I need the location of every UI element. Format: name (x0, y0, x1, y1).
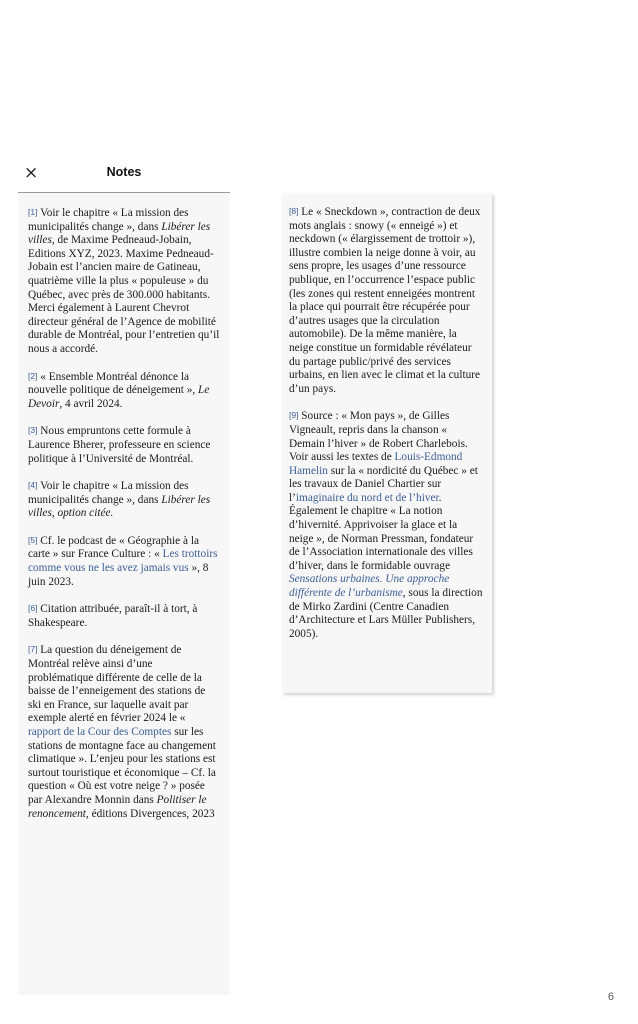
hamelin-link[interactable]: Louis-Edmond Hamelin (289, 451, 463, 477)
note-number[interactable]: [3] (28, 425, 38, 436)
note-9: [9] Source : « Mon pays », de Gilles Vigneault, repris dans la chanson « Demain l’hiver » de Robert Charlebois. Voir aussi les textes de Louis-Edmond Hamelin sur la « nordicité du Québec » et les travaux de Daniel Chartier sur l’imaginaire du nord et de l’hiver. Également le chapitre « La notion d’hivernité. Apprivoiser la glace et la neige », de Norman Pressman, fondateur de l’Association internationale des villes d’hiver, dans le formidable ouvrage Sensations urbaines. Une approche différente de l’urbanisme, sous la direction de Mirko Zardini (Centre Canadien d’Architecture et Lars Müller Publishers, 2005). (289, 410, 483, 640)
note-number[interactable]: [6] (28, 603, 38, 614)
note-2: [2] « Ensemble Montréal dénonce la nouvelle politique de déneigement », Le Devoir, 4 avril 2024. (28, 370, 210, 410)
panel-title: Notes (106, 165, 142, 179)
notes-column-left[interactable] (18, 193, 230, 995)
note-1: [1] Voir le chapitre « La mission des municipalités change », dans Libérer les villes, de Maxime Pedneaud-Jobain, Editions XYZ, 2023. Maxime Pedneaud-Jobain est l’ancien maire de Gatineau, quatrième ville la plus « populeuse » du Québec, avec près de 300.000 habitants. Merci également à Laurent Chevrot directeur général de l’Agence de mobilité durable de Montréal, pour l’entretien qu’il nous a accordé. (28, 207, 220, 355)
notes-column-right[interactable] (282, 193, 492, 693)
sensations-urbaines-link[interactable]: Sensations urbaines. Une approche différente de l’urbanisme (289, 573, 450, 600)
close-icon[interactable]: × (24, 163, 39, 183)
note-number[interactable]: [8] (289, 206, 299, 216)
note-5: [5] Cf. le podcast de « Géographie à la carte » sur France Culture : « Les trottoirs comme vous ne les avez jamais vus », 8 juin 2023. (28, 534, 218, 588)
note-number[interactable]: [7] (28, 644, 38, 655)
note-number[interactable]: [1] (28, 207, 38, 217)
page-number: 6 (607, 991, 614, 1003)
note-number[interactable]: [4] (28, 480, 38, 491)
note-number[interactable]: [5] (28, 534, 38, 545)
note-4: [4] Voir le chapitre « La mission des municipalités change », dans Libérer les villes, option citée. (28, 480, 211, 520)
note-7: [7] La question du déneigement de Montréal relève ainsi d’une problématique différente de celle de la baisse de l’enneigement des stations de ski en France, sur laquelle avait par exemple alerté en février 2024 le « rapport de la Cour des Comptes sur les stations de montagne face au changement climatique ». L’enjeu pour les stations est surtout touristique et économique – Cf. la question « Où est votre neige ? » posée par Alexandre Monnin dans Politiser le renoncement, éditions Divergences, 2023 (28, 644, 216, 820)
notes-header (18, 160, 230, 193)
podcast-link[interactable]: Les trottoirs comme vous ne les avez jamais vus (28, 548, 218, 575)
note-3: [3] Nous empruntons cette formule à Laurence Bherer, professeure en science politique à l’Université de Montréal. (28, 425, 211, 465)
note-number[interactable]: [2] (28, 370, 38, 381)
cour-des-comptes-link[interactable]: rapport de la Cour des Comptes (28, 726, 172, 738)
note-6: [6] Citation attribuée, paraît-il à tort, à Shakespeare. (28, 603, 198, 629)
note-8: [8] Le « Sneckdown », contraction de deux mots anglais : snowy (« enneigé ») et neckdown (« élargissement de trottoir »), illustre combien la neige donne à voir, au sens propre, les usages d’une ressource publique, en l’occurrence l’espace public (les zones qui restent enneigées montrent la place qui pourrait être récupérée pour d’autres usages que la circulation automobile). De la même manière, la neige constitue un formidable révélateur du partage public/privé des services urbains, en lien avec le climat et la culture d’un pays. (289, 206, 481, 395)
note-number[interactable]: [9] (289, 410, 299, 421)
imaginaire-link[interactable]: imaginaire du nord et de l’hiver (295, 491, 439, 504)
